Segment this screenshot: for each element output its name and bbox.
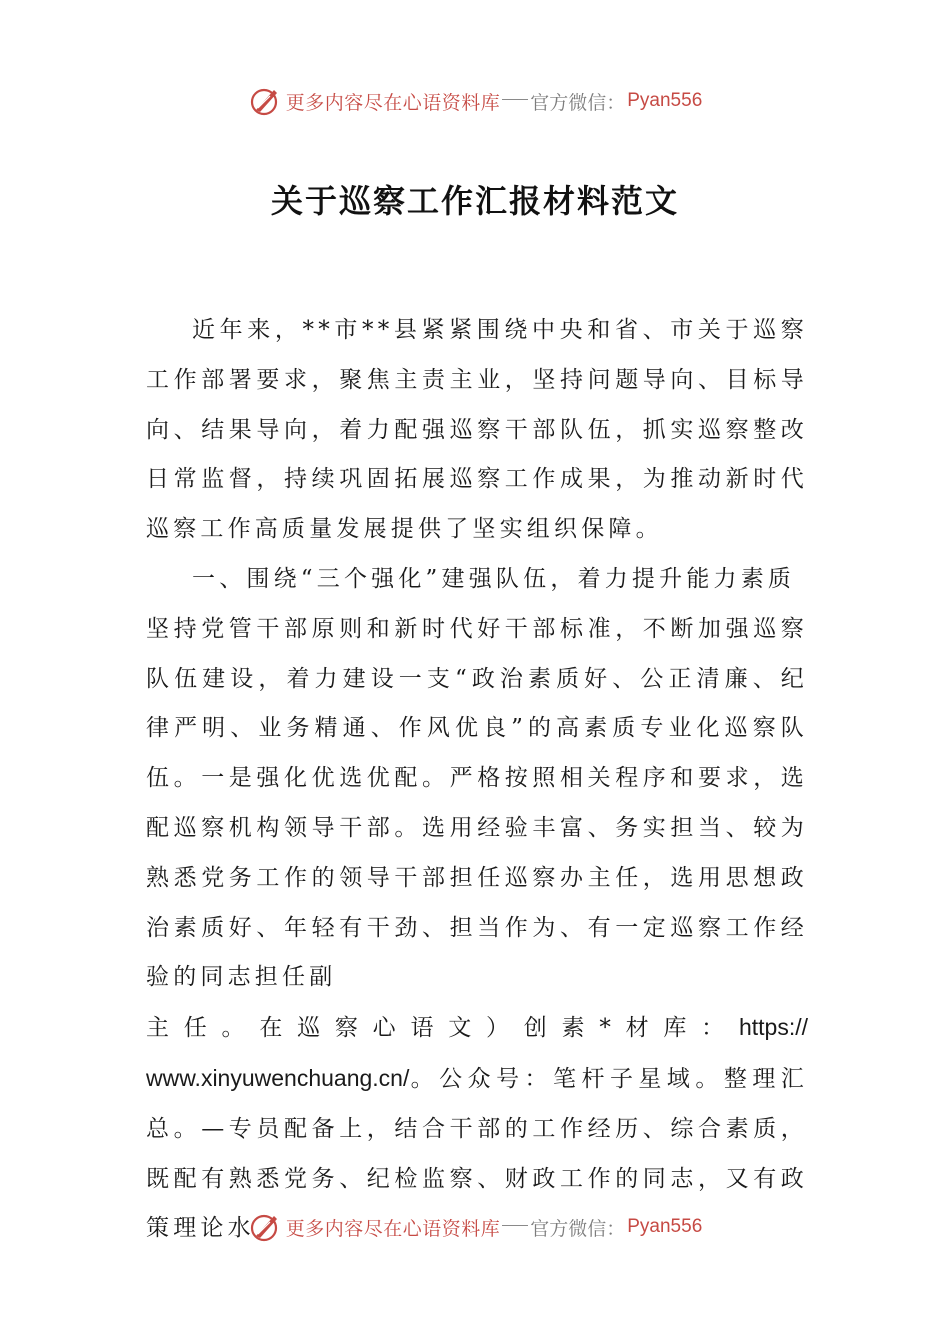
document-body [146,306,808,1254]
url-domain: www.xinyuwenchuang.cn/ [146,1064,410,1091]
paragraph-section-1-text: 坚持党管干部原则和新时代好干部标准，不断加强巡察队伍建设，着力建设一支“政治素质好、公正清廉、纪律严明、业务精通、作风优良”的高素质专业化巡察队伍。一是强化优选优配。严格按照相关程序和要求，选配巡察机构领导干部。选用经验丰富、务实担当、较为熟悉党务工作的领导干部担任巡察办主任，选用思想政治素质好、年轻有干劲、担当作为、有一定巡察工作经验的同志担任副 [146,615,808,991]
section-heading-1: 一、围绕“三个强化”建强队伍，着力提升能力素质 [192,565,796,592]
paragraph-section-1 [146,605,808,1003]
document-title: 关于巡察工作汇报材料范文 [270,182,679,220]
banner-text: 更多内容尽在心语资料库 [285,1217,501,1240]
banner-dash [502,99,528,100]
footer-banner [0,1210,950,1244]
spread-line-text: 主任。在巡察心语文）创素*材库： [146,1015,739,1042]
banner-dash [502,1225,528,1226]
banner-official-label: 官方微信： [530,91,626,114]
header-banner [0,84,950,118]
quill-logo-icon [248,1210,282,1244]
banner-text: 更多内容尽在心语资料库 [285,91,501,114]
quill-logo-icon [248,84,282,118]
banner-wechat-id: Pyan556 [627,90,703,111]
url-prefix: https:// [738,1014,808,1041]
banner-wechat-id: Pyan556 [627,1216,703,1237]
paragraph-intro: 近年来，**市**县紧紧围绕中央和省、市关于巡察工作部署要求，聚焦主责主业，坚持问题导向、目标导向、结果导向，着力配强巡察干部队伍，抓实巡察整改日常监督，持续巩固拓展巡察工作成果，为推动新时代巡察工作高质量发展提供了坚实组织保障。 [146,317,808,543]
continuation-text: 。公众号：笔杆子星域。整理汇总。—专员配备上，结合干部的工作经历、综合素质，既配有熟悉党务、纪检监察、财政工作的同志，又有政策理论水 [146,1065,808,1242]
banner-official-label: 官方微信： [530,1217,626,1240]
paragraph-spread-line [146,1003,808,1054]
